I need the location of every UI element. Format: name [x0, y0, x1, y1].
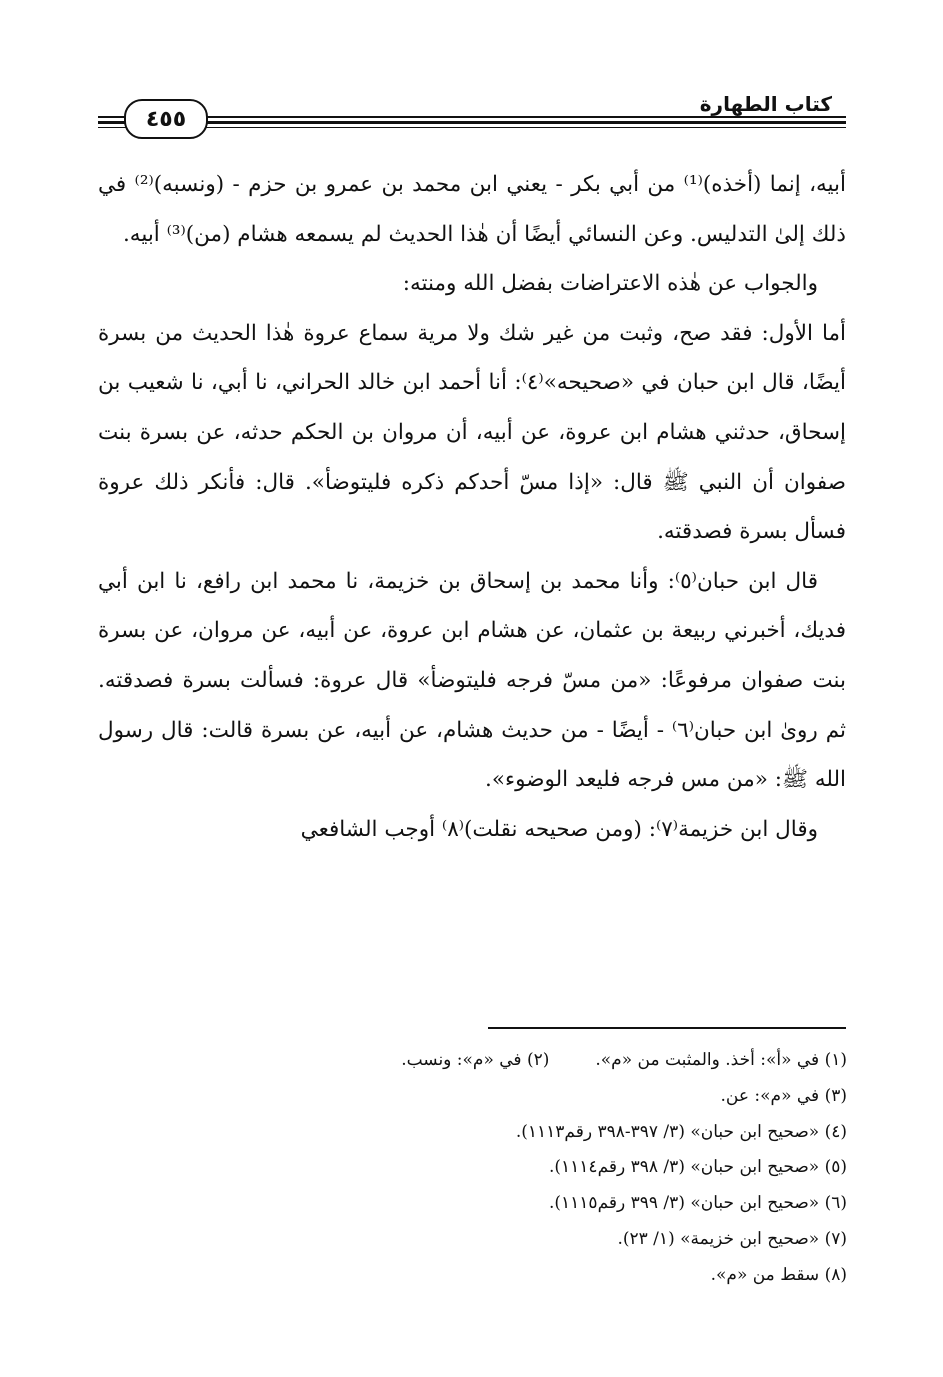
- footnote-1: (١) في «أ»: أخذ. والمثبت من «م».: [595, 1050, 847, 1070]
- page-header: [98, 92, 846, 132]
- main-text: [98, 160, 846, 854]
- footnote-8: (٨) سقط من «م».: [710, 1264, 847, 1285]
- footnotes: [207, 1043, 847, 1294]
- footnote-4: (٤) «صحيح ابن حبان» (٣/ ٣٩٧-٣٩٨ رقم١١١٣).: [515, 1121, 847, 1142]
- footnote-3: (٣) في «م»: عن.: [720, 1085, 847, 1106]
- footnote-row: [207, 1043, 847, 1079]
- footnote-2: (٢) في «م»: ونسب.: [401, 1050, 550, 1070]
- paragraph: والجواب عن هٰذه الاعتراضات بفضل الله ومنته:: [402, 271, 818, 297]
- page-number: ٤٥٥: [124, 99, 208, 139]
- header-rule-bottom: [98, 127, 846, 128]
- header-rule-top: [98, 116, 846, 118]
- chapter-title: كتاب الطهارة: [699, 92, 832, 116]
- footnote-6: (٦) «صحيح ابن حبان» (٣/ ٣٩٩ رقم١١١٥).: [548, 1193, 847, 1214]
- paragraph: أبيه، إنما (أخذه)⁽¹⁾ من أبي بكر - يعني ابن محمد بن عمرو بن حزم - (ونسبه)⁽²⁾ في ذلك إلىٰ التدليس. وعن النسائي أيضًا أن هٰذا الحديث لم يسمعه هشام (من)⁽³⁾ أبيه.: [98, 172, 847, 247]
- footnote-5: (٥) «صحيح ابن حبان» (٣/ ٣٩٨ رقم١١١٤).: [548, 1157, 847, 1178]
- header-rule-middle: [98, 121, 846, 124]
- footnote-7: (٧) «صحيح ابن خزيمة» (١/ ٢٣).: [617, 1228, 847, 1249]
- paragraph: قال ابن حبان⁽٥⁾: وأنا محمد بن إسحاق بن خزيمة، نا محمد ابن رافع، نا ابن أبي فديك، أخبرني ربيعة بن عثمان، عن هشام ابن عروة، عن أبيه، عن مروان، عن بسرة بنت صفوان مرفوعًا: «من مسّ فرجه فليتوضأ» قال عروة: فسألت بسرة فصدقته. ثم روىٰ ابن حبان⁽٦⁾ - أيضًا - من حديث هشام، عن أبيه، عن بسرة قالت: قال رسول الله ﷺ: «من مس فرجه فليعد الوضوء».: [98, 568, 846, 793]
- paragraph: وقال ابن خزيمة⁽٧⁾: (ومن صحيحه نقلت)⁽٨⁾ أوجب الشافعي: [300, 816, 818, 842]
- footnote-separator: [488, 1027, 846, 1029]
- paragraph: أما الأول: فقد صح، وثبت من غير شك ولا مرية سماع عروة هٰذا الحديث من بسرة أيضًا، قال ابن حبان في «صحيحه»⁽٤⁾: أنا أحمد ابن خالد الحراني، نا أبي، نا شعيب بن إسحاق، حدثني هشام ابن عروة، عن أبيه، أن مروان بن الحكم حدثه، عن بسرة بنت صفوان أن النبي ﷺ قال: «إذا مسّ أحدكم ذكره فليتوضأ». قال: فأنكر ذلك عروة فسأل بسرة فصدقته.: [98, 320, 846, 545]
